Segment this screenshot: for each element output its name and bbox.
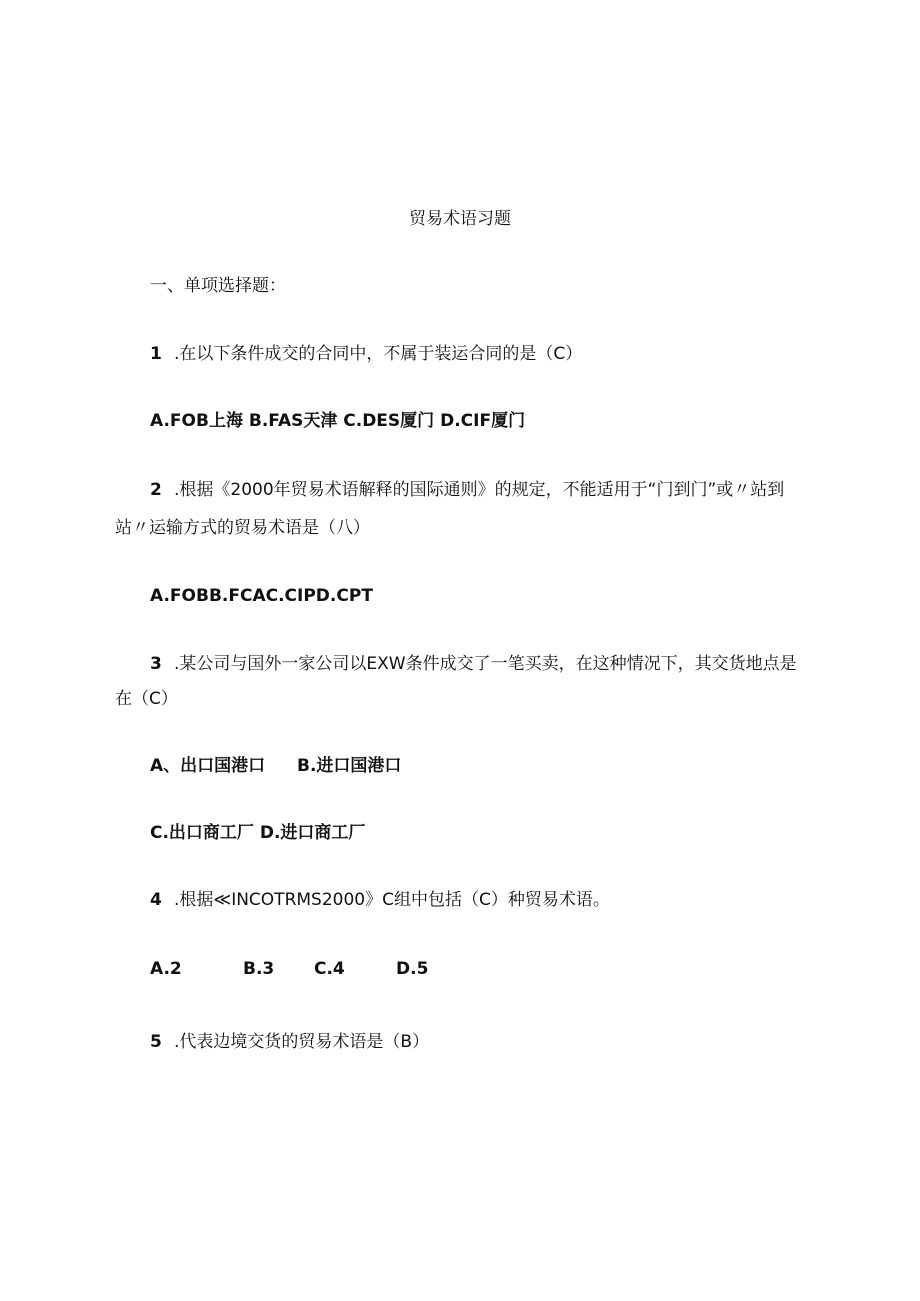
- question-number: 4: [150, 890, 162, 910]
- question-3-option-b: B.进口国港口: [297, 756, 402, 776]
- question-4-option-b: B.3: [243, 959, 275, 979]
- question-4-option-d: D.5: [396, 959, 429, 979]
- question-number: 2: [150, 480, 162, 500]
- question-text: .根据≪INCOTRMS2000》C组中包括（C）种贸易术语。: [174, 890, 610, 910]
- question-5: [150, 1031, 429, 1053]
- page-title: 贸易术语习题: [409, 209, 511, 229]
- question-number: 3: [150, 654, 162, 674]
- question-2-line-2: 站〃运输方式的贸易术语是（八）: [115, 518, 370, 538]
- question-4: [150, 889, 610, 911]
- question-4-option-c: C.4: [314, 959, 345, 979]
- question-4-option-a: A.2: [150, 959, 182, 979]
- question-3-line-1: [150, 653, 797, 675]
- question-3-option-a: A、出口国港口: [150, 756, 266, 776]
- question-1: [150, 343, 582, 365]
- question-3-options-cd: C.出口商工厂 D.进口商工厂: [150, 823, 366, 843]
- question-3-line-2: 在（C）: [115, 689, 178, 709]
- question-text: .代表边境交货的贸易术语是（B）: [174, 1032, 430, 1052]
- question-1-options: A.FOB上海 B.FAS天津 C.DES厦门 D.CIF厦门: [150, 411, 526, 431]
- question-text: .在以下条件成交的合同中，不属于装运合同的是（C）: [174, 344, 583, 364]
- question-2-options: A.FOBB.FCAC.CIPD.CPT: [150, 586, 373, 606]
- question-2-line-1: [150, 479, 784, 501]
- section-heading: 一、单项选择题：: [150, 276, 286, 296]
- question-text: .根据《2000年贸易术语解释的国际通则》的规定，不能适用于“门到门”或〃站到: [174, 480, 785, 500]
- question-number: 5: [150, 1032, 162, 1052]
- question-number: 1: [150, 344, 162, 364]
- question-text: .某公司与国外一家公司以EXW条件成交了一笔买卖，在这种情况下，其交货地点是: [174, 654, 797, 674]
